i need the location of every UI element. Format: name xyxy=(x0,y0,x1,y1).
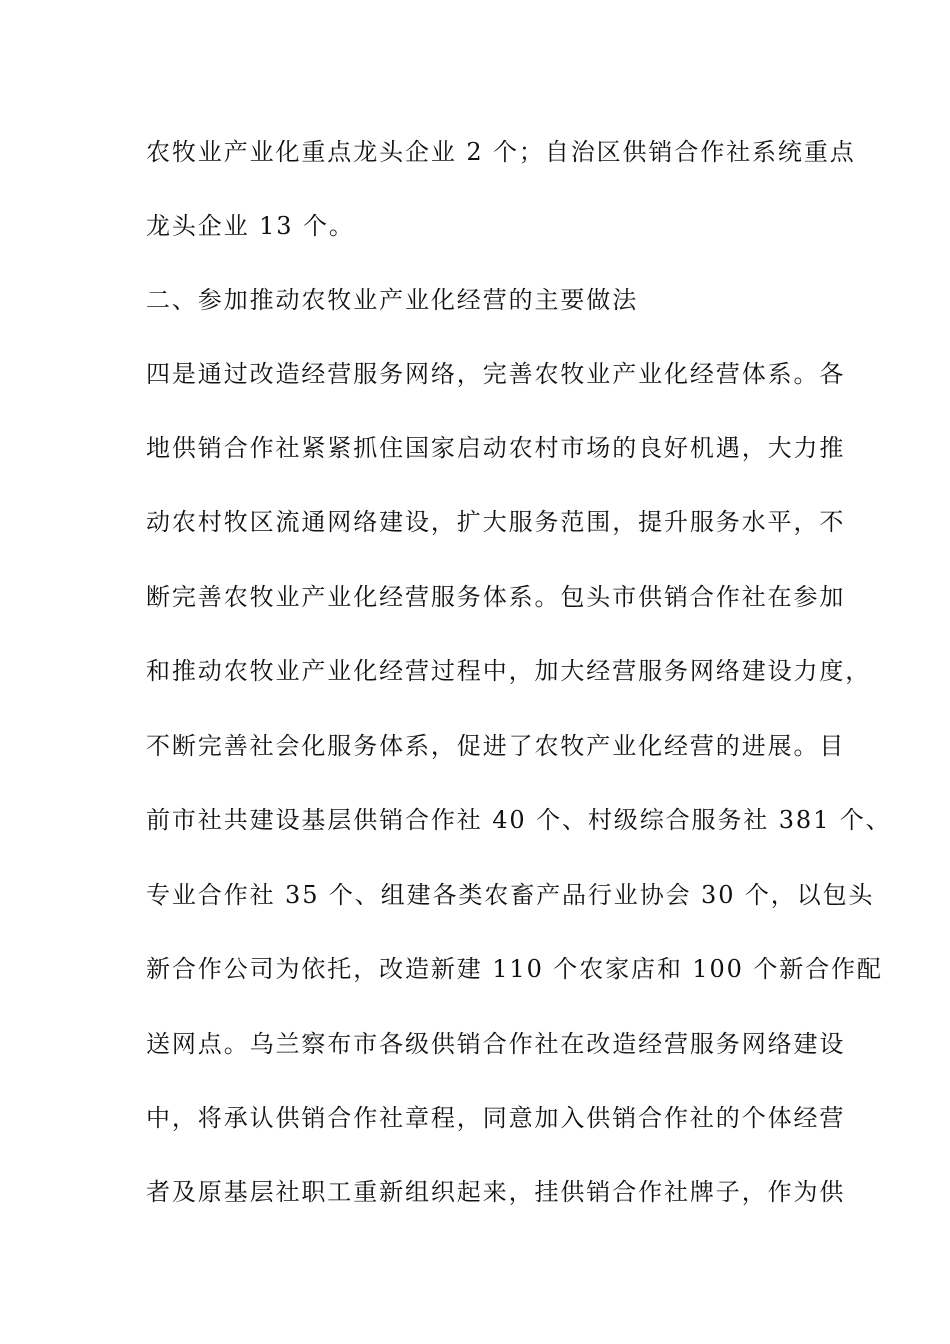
section-heading: 二、参加推动农牧业产业化经营的主要做法 xyxy=(146,286,639,314)
text-line-14: 中，将承认供销合作社章程，同意加入供销合作社的个体经营 xyxy=(146,1104,846,1132)
text-line-6: 动农村牧区流通网络建设，扩大服务范围，提升服务水平，不 xyxy=(146,508,846,536)
text-line-9: 不断完善社会化服务体系，促进了农牧产业化经营的进展。目 xyxy=(146,732,846,760)
text-line-8: 和推动农牧业产业化经营过程中，加大经营服务网络建设力度， xyxy=(146,657,872,685)
text-line-1: 农牧业产业化重点龙头企业 2 个；自治区供销合作社系统重点 xyxy=(146,138,856,166)
text-line-4: 四是通过改造经营服务网络，完善农牧业产业化经营体系。各 xyxy=(146,360,846,388)
text-line-10: 前市社共建设基层供销合作社 40 个、村级综合服务社 381 个、 xyxy=(146,806,892,834)
text-line-12: 新合作公司为依托，改造新建 110 个农家店和 100 个新合作配 xyxy=(146,955,883,983)
text-line-7: 断完善农牧业产业化经营服务体系。包头市供销合作社在参加 xyxy=(146,583,846,611)
text-line-5: 地供销合作社紧紧抓住国家启动农村市场的良好机遇，大力推 xyxy=(146,434,846,462)
text-line-13: 送网点。乌兰察布市各级供销合作社在改造经营服务网络建设 xyxy=(146,1030,846,1058)
text-line-15: 者及原基层社职工重新组织起来，挂供销合作社牌子，作为供 xyxy=(146,1178,846,1206)
text-line-2: 龙头企业 13 个。 xyxy=(146,212,355,240)
text-line-11: 专业合作社 35 个、组建各类农畜产品行业协会 30 个，以包头 xyxy=(146,881,875,909)
